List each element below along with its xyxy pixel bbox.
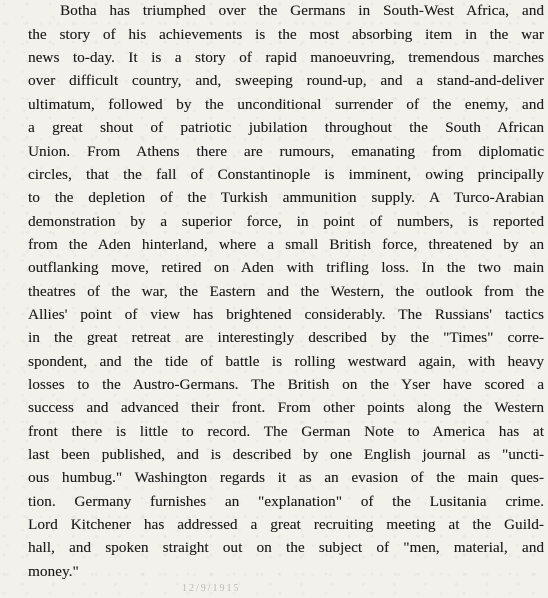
- article-line-23: Lord Kitchener has addressed a great recruiting meeting at the Guild-: [28, 516, 544, 533]
- article-line-10: demonstration by a superior force, in point of numbers, is reported: [28, 213, 544, 230]
- article-line-21: ous humbug." Washington regards it as an evasion of the main ques-: [28, 469, 544, 486]
- article-line-20: last been published, and is described by one English journal as "uncti-: [28, 446, 544, 463]
- article-line-1: Botha has triumphed over the Germans in South-West Africa, and: [60, 2, 544, 19]
- faded-footer-mark: 12/9/1915: [182, 583, 241, 594]
- article-line-9: to the depletion of the Turkish ammunition supply. A Turco-Arabian: [28, 189, 544, 206]
- article-line-7: Union. From Athens there are rumours, emanating from diplomatic: [28, 143, 544, 160]
- article-line-15: in the great retreat are interestingly described by the "Times" corre-: [28, 329, 544, 346]
- article-line-24: hall, and spoken straight out on the subject of "men, material, and: [28, 539, 544, 556]
- article-line-2: the story of his achievements is the most absorbing item in the war: [28, 26, 544, 43]
- article-line-12: outflanking move, retired on Aden with trifling loss. In the two main: [28, 259, 544, 276]
- article-line-13: theatres of the war, the Eastern and the Western, the outlook from the: [28, 283, 544, 300]
- article-line-19: front there is little to record. The German Note to America has at: [28, 423, 544, 440]
- article-line-16: spondent, and the tide of battle is rolling westward again, with heavy: [28, 353, 544, 370]
- article-line-6: a great shout of patriotic jubilation throughout the South African: [28, 119, 544, 136]
- article-line-11: from the Aden hinterland, where a small British force, threatened by an: [28, 236, 544, 253]
- article-line-22: tion. Germany furnishes an "explanation" of the Lusitania crime.: [28, 493, 544, 510]
- article-line-25: money.": [28, 563, 79, 580]
- article-line-14: Allies' point of view has brightened considerably. The Russians' tactics: [28, 306, 544, 323]
- article-line-5: ultimatum, followed by the unconditional surrender of the enemy, and: [28, 96, 544, 113]
- article-line-4: over difficult country, and, sweeping round-up, and a stand-and-deliver: [28, 72, 544, 89]
- article-line-8: circles, that the fall of Constantinople is imminent, owing principally: [28, 166, 544, 183]
- article-line-18: success and advanced their front. From other points along the Western: [28, 399, 544, 416]
- article-line-3: news to-day. It is a story of rapid manoeuvring, tremendous marches: [28, 49, 544, 66]
- article-line-17: losses to the Austro-Germans. The British on the Yser have scored a: [28, 376, 544, 393]
